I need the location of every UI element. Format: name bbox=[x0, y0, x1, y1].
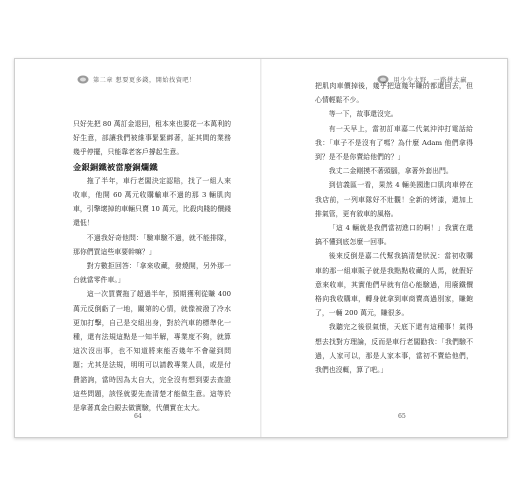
body-paragraph: 對方數拒回答：「拿來收藏，發燒開，另外那一台就當零件車。」 bbox=[73, 262, 231, 285]
page-number: 64 bbox=[134, 413, 142, 420]
left-body bbox=[73, 117, 231, 415]
body-paragraph: 有一天早上，當初訂車嘉二代氣沖沖打電話給我：「車子不是沒有了嗎？為什麼 Adam 他們拿得到？是不是你賣給他們的？」 bbox=[315, 124, 473, 162]
left-page bbox=[15, 59, 261, 437]
body-paragraph: 後來反倒是嘉二代幫我搞清楚狀況：當初收購車的那一組車販子就是我點點收藏的人馬，就假好意來收車，其實他們早就有信心能驗過，用廢鐵價格向我收購車，轉身就拿到車商賣高過別家，賺飽了，一輛 200 萬元，賺很多。 bbox=[315, 252, 473, 318]
emblem-icon bbox=[77, 75, 89, 84]
right-header-text: 用少少太野，一路拼太贏 bbox=[393, 76, 467, 84]
right-page bbox=[261, 59, 507, 437]
body-paragraph: 我聽完之後很氣憤，天底下還有這種事！氣得想去找對方理論，反而是車行老闆勸我：「我們驗不過，人家可以，那是人家本事，當初不賣給他們，我們也沒輒，算了吧。」 bbox=[315, 323, 473, 375]
body-paragraph: 拖了半年，車行老闆決定認賠，找了一組人來收車，他開 60 萬元收購輸車不過的那 3 輛肌肉車，引擎壞掉的車輛只賣 10 萬元，比殺肉賤的價錢還低！ bbox=[73, 176, 231, 228]
body-paragraph: 等一下，故事還沒完。 bbox=[328, 110, 398, 119]
section-heading: 金銀銅鐵被當廢銅爛鐵 bbox=[73, 161, 158, 172]
body-paragraph: 到信義區一看，果然 4 輛美國進口肌肉車停在我店前，一列車隊好不壯觀！全新的烤漆，還加上排氣管，更有敘車的風格。 bbox=[315, 181, 473, 218]
left-header-text: 第二章 想要更多錢，開始找資吧！ bbox=[93, 76, 196, 84]
body-paragraph: 不過我好奇他問：「驗車驗不過，就不能排隊，那你們買這些車要幹嘛？」 bbox=[73, 233, 231, 256]
page-number: 65 bbox=[398, 413, 406, 420]
body-paragraph: 「這 4 輛就是我們當初進口的啊！」我實在還搞不懂到底怎麼一回事。 bbox=[315, 224, 473, 247]
body-paragraph: 我丈二金剛摸不著頭腦，拿著外套出門。 bbox=[328, 167, 453, 176]
right-body bbox=[315, 79, 473, 377]
body-paragraph: 這一次買賣拖了超過半年，預期獲利從賺 400 萬元反倒虧了一地，關第的心情，就像被潑了冷水更加打擊，自己是交組出身，對於汽車的標準化一種，還有法規這點是一知半解，專業度不夠，就算這次沒出事，也不知道將來能否幾年不會碰到問題；尤其是法規，明明可以請教專業人員，或是付費諮詢，當時因為太自大，完全沒有想到要去查證這些問題，該怪就要先查清楚才能做生意。這等於是拿著真金白銀去做實驗，代價實在太大。 bbox=[73, 290, 231, 413]
intro-paragraph: 只好先把 80 萬訂金退回，租本來也要花一本萬利的好生意，部讓我們被維事緊緊綁著，証其間的業務幾乎停擺，只能靠老客戶撐起生意。 bbox=[73, 120, 231, 157]
left-running-header bbox=[73, 73, 196, 85]
book-spread bbox=[14, 58, 508, 438]
body-paragraph: 把肌肉車價掉後，幾乎把這幾年賺的都還回去，但心情輕鬆不少。 bbox=[315, 82, 473, 105]
